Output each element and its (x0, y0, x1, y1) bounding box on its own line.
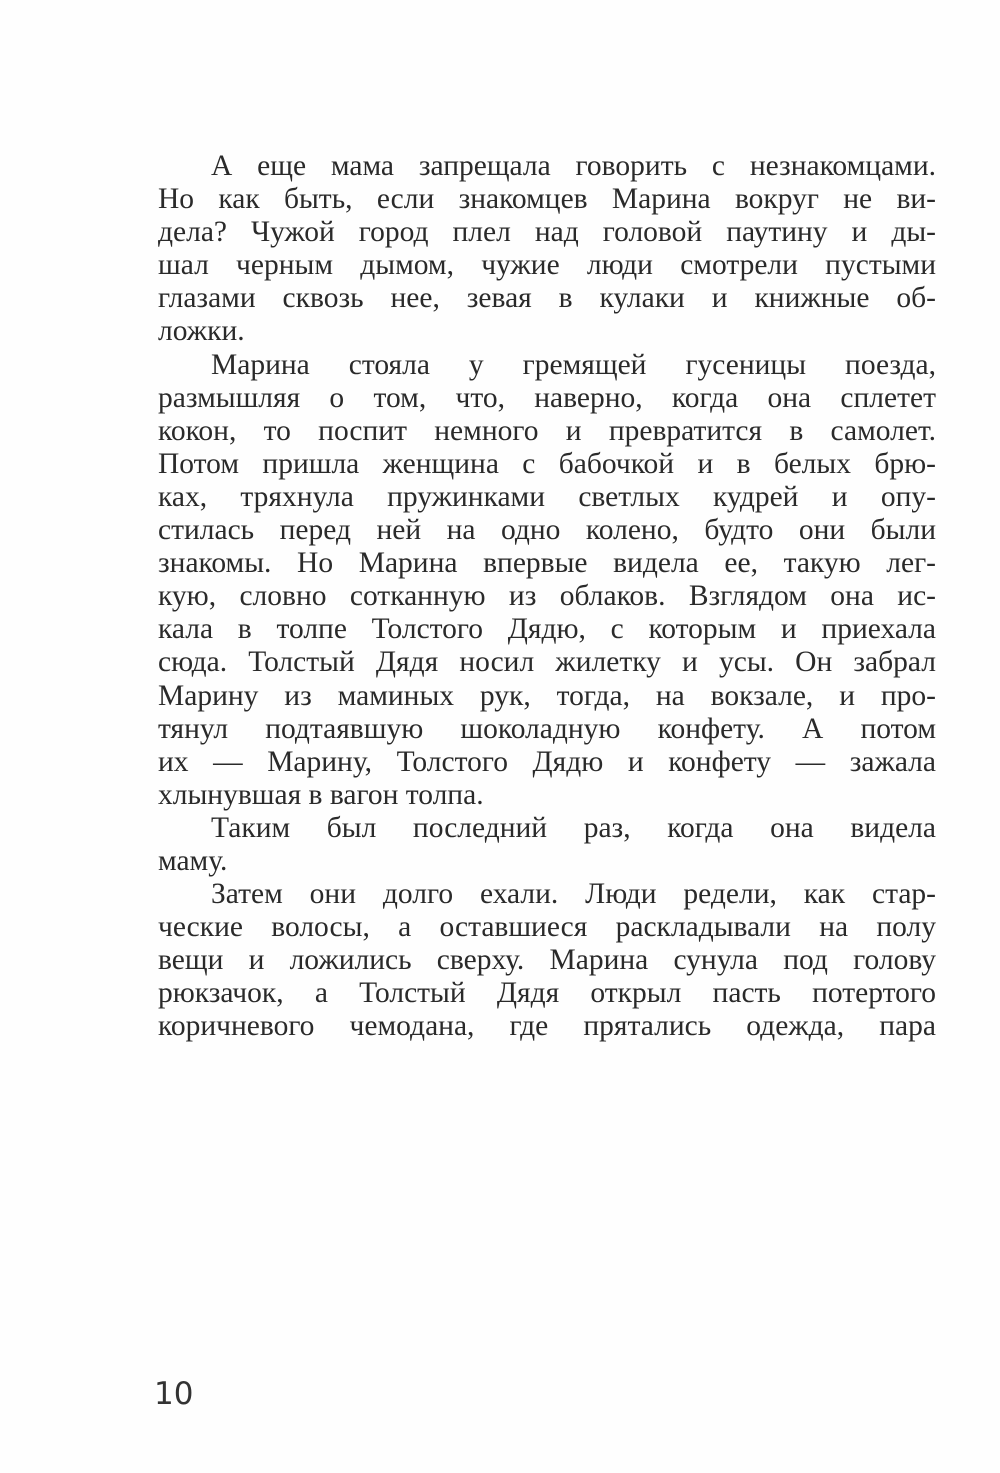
text-line: А еще мама запрещала говорить с незнакомцами. (211, 150, 936, 182)
text-line: ложки. (158, 315, 245, 348)
text-line: ческие волосы, а оставшиеся раскладывали на полу (158, 911, 936, 944)
text-line: Марину из маминых рук, тогда, на вокзале, и про- (158, 679, 936, 712)
paragraph (158, 150, 936, 349)
text-line: знакомы. Но Марина впервые видела ее, такую лег- (158, 547, 936, 580)
page-number: 10 (154, 1376, 194, 1412)
text-line: кую, словно сотканную из облаков. Взглядом она ис- (158, 580, 936, 613)
text-line: сюда. Толстый Дядя носил жилетку и усы. Он забрал (158, 646, 936, 679)
text-line: Затем они долго ехали. Люди редели, как стар- (211, 878, 936, 911)
text-line: Марина стояла у гремящей гусеницы поезда, (211, 348, 936, 381)
text-line: рюкзачок, а Толстый Дядя открыл пасть потертого (158, 977, 936, 1010)
text-line: ках, тряхнула пружинками светлых кудрей и опу- (158, 480, 936, 513)
text-line: глазами сквозь нее, зевая в кулаки и книжные об- (158, 282, 936, 315)
text-line: шал черным дымом, чужие люди смотрели пустыми (158, 249, 936, 282)
paragraph (158, 812, 936, 878)
text-line: кокон, то поспит немного и превратится в самолет. (158, 414, 936, 447)
text-line: размышляя о том, что, наверно, когда она сплетет (158, 381, 936, 414)
text-line: Потом пришла женщина с бабочкой и в белых брю- (158, 447, 936, 480)
text-line: Но как быть, если знакомцев Марина вокруг не ви- (158, 183, 936, 216)
text-line: маму. (158, 844, 228, 877)
text-line: хлынувшая в вагон толпа. (158, 778, 484, 811)
text-line: коричневого чемодана, где прятались одежда, пара (158, 1010, 936, 1043)
text-line: тянул подтаявшую шоколадную конфету. А потом (158, 712, 936, 745)
text-line: стилась перед ней на одно колено, будто они были (158, 514, 936, 547)
text-line: Таким был последний раз, когда она видела (211, 811, 936, 844)
paragraph (158, 878, 936, 1043)
body-text (158, 150, 936, 1044)
text-line: вещи и ложились сверху. Марина сунула под голову (158, 944, 936, 977)
paragraph (158, 349, 936, 812)
text-line: дела? Чужой город плел над головой паутину и ды- (158, 216, 936, 249)
text-line: их — Марину, Толстого Дядю и конфету — зажала (158, 745, 936, 778)
text-line: кала в толпе Толстого Дядю, с которым и приехала (158, 613, 936, 646)
